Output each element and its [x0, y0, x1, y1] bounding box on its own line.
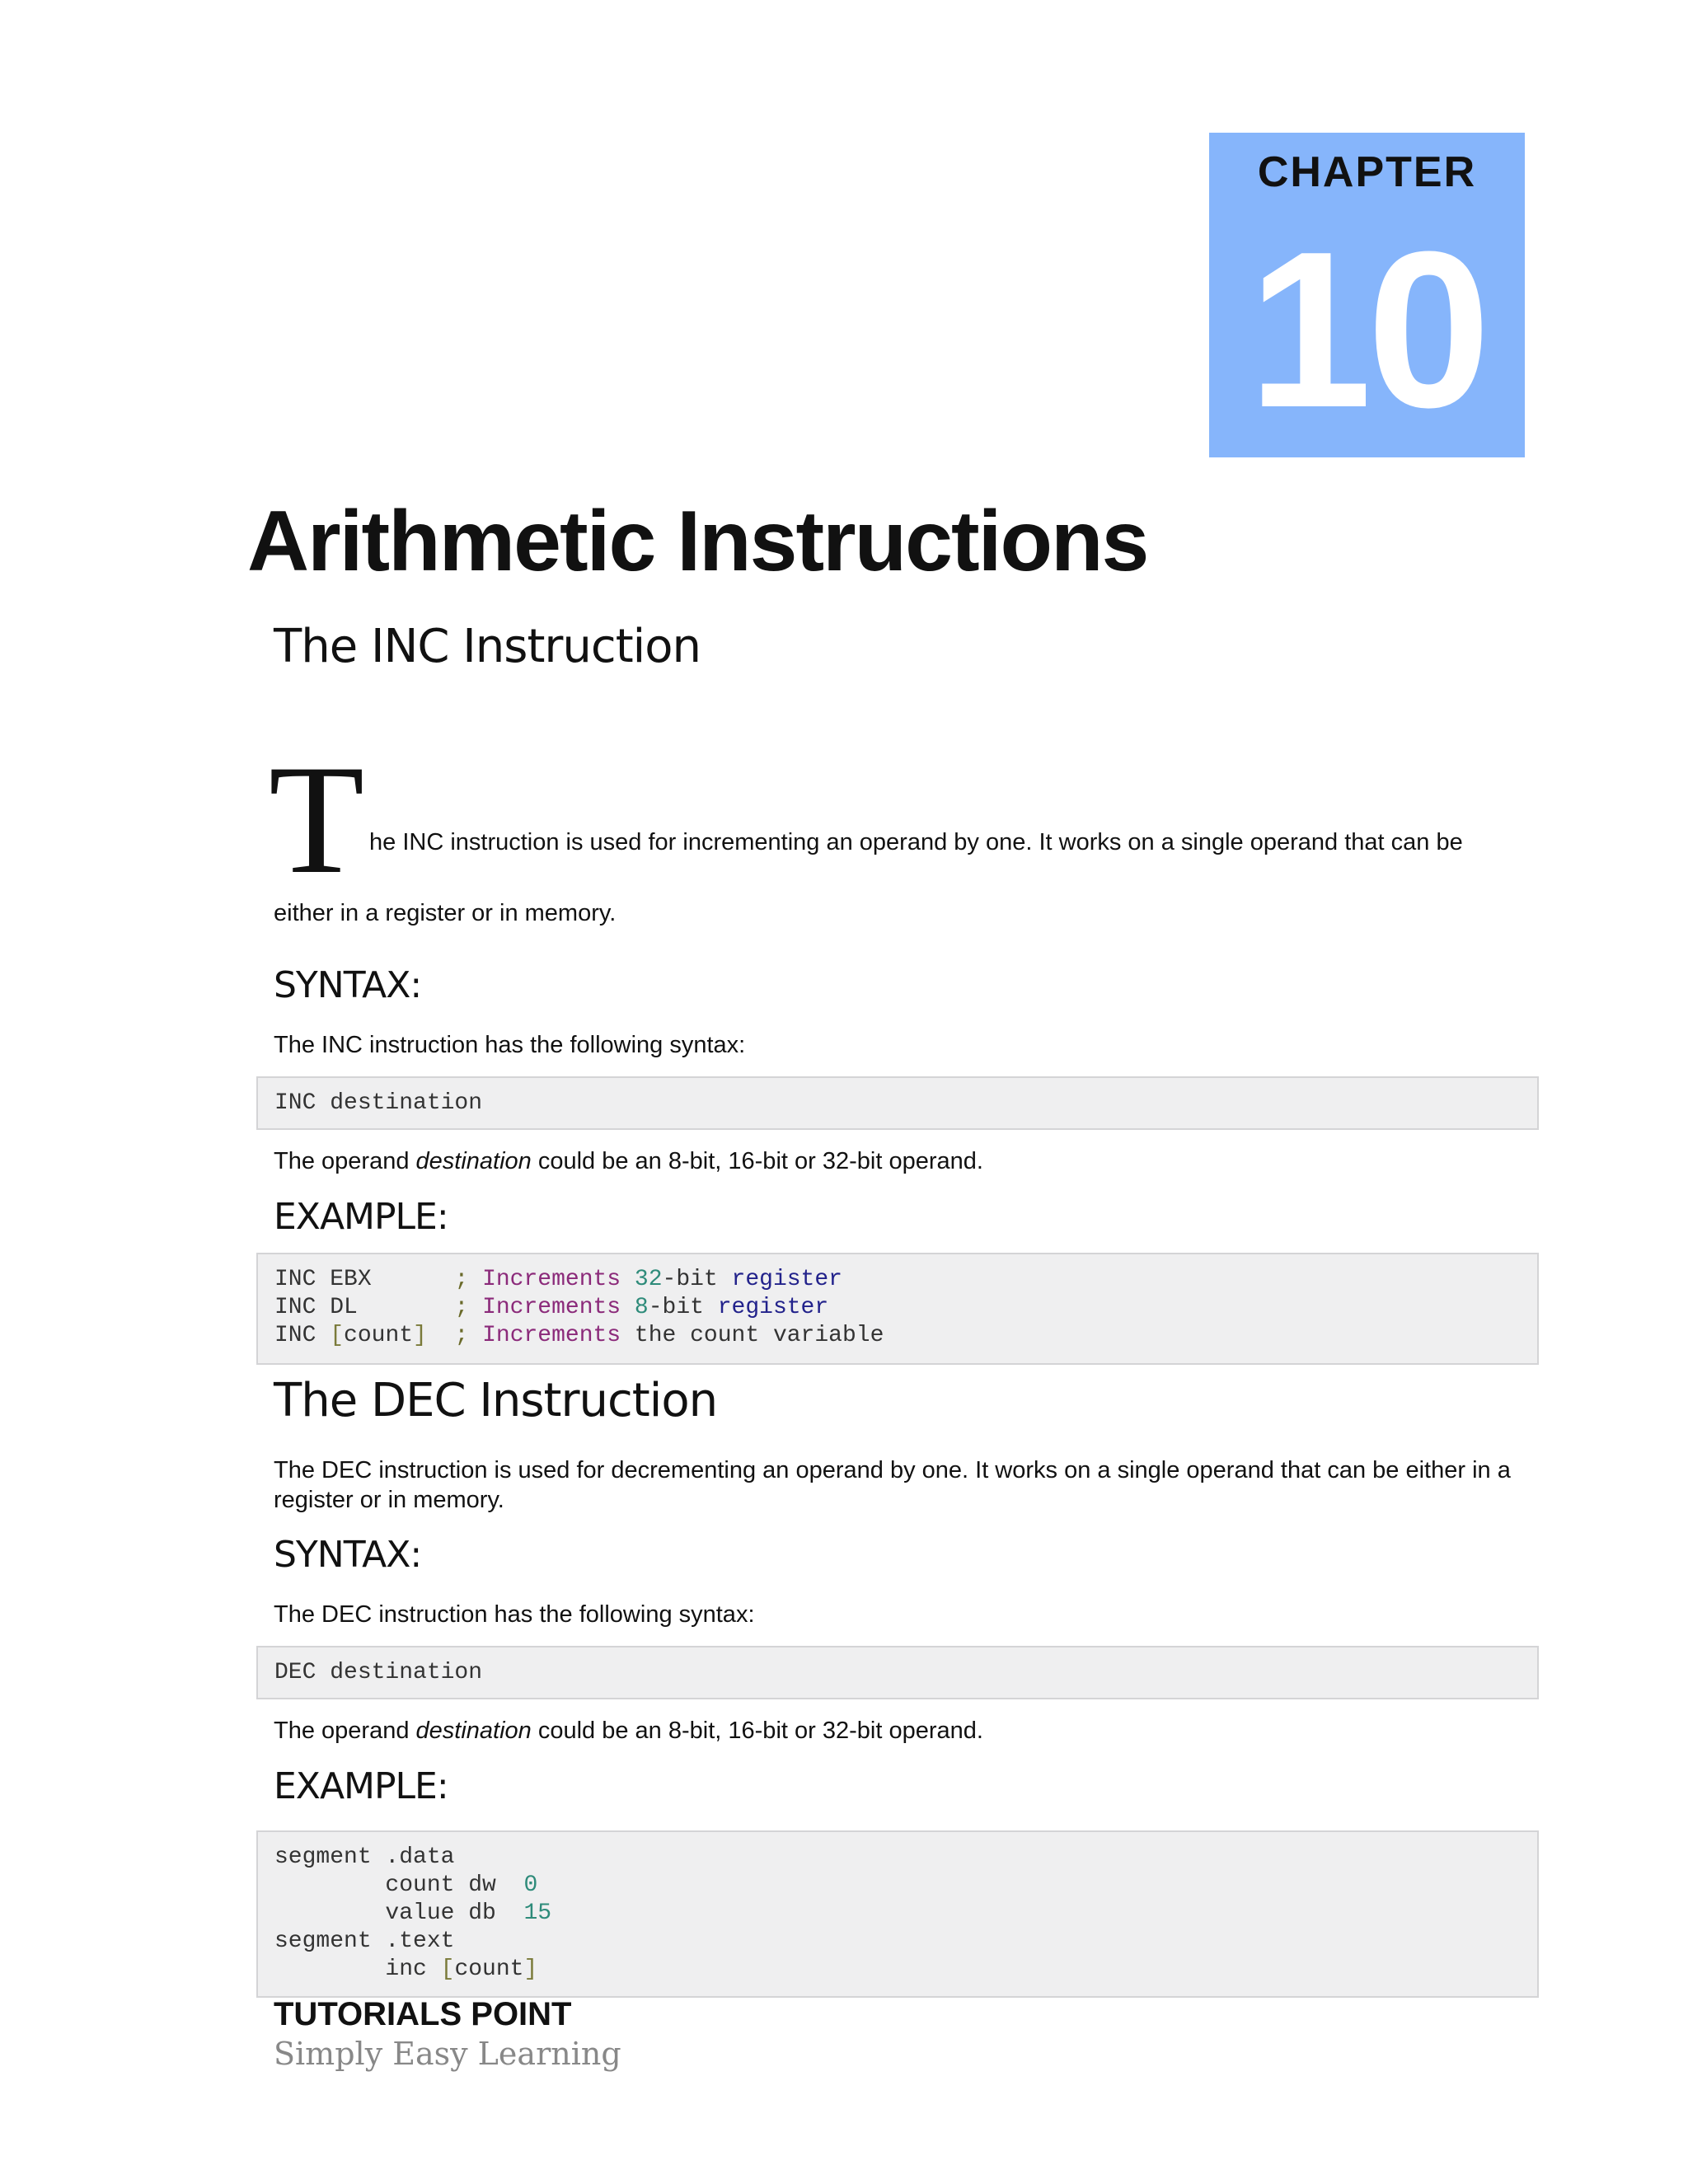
dec-syntax-heading: SYNTAX:	[274, 1534, 422, 1576]
drop-cap: T	[269, 733, 365, 907]
chapter-number: 10	[1248, 206, 1486, 454]
dec-operand-note	[274, 1716, 1526, 1746]
chapter-label: CHAPTER	[1257, 148, 1477, 196]
inc-syntax-heading: SYNTAX:	[274, 964, 422, 1006]
operand-text-before: The operand	[274, 1718, 416, 1744]
inc-operand-note	[274, 1146, 1526, 1176]
code-line: count dw 0	[274, 1872, 538, 1898]
operand-italic: destination	[415, 1148, 532, 1174]
inc-intro-line1: he INC instruction is used for incrementing an operand by one. It works on a single operand that can be	[369, 829, 1463, 855]
page-title: Arithmetic Instructions	[247, 494, 1148, 589]
inc-example-code	[256, 1253, 1539, 1365]
dec-example-code	[256, 1830, 1539, 1998]
code-line: segment .data	[274, 1844, 455, 1870]
dec-heading: The DEC Instruction	[274, 1374, 718, 1427]
operand-italic: destination	[415, 1718, 532, 1744]
operand-text-before: The operand	[274, 1148, 416, 1174]
code-line: INC EBX ; Increments 32-bit register	[274, 1267, 842, 1292]
operand-text-after: could be an 8-bit, 16-bit or 32-bit operand.	[531, 1718, 983, 1744]
operand-text-after: could be an 8-bit, 16-bit or 32-bit operand.	[531, 1148, 983, 1174]
dec-syntax-text: The DEC instruction has the following syntax:	[274, 1601, 755, 1628]
code-line: INC [count] ; Increments the count variable	[274, 1323, 884, 1348]
dec-intro: The DEC instruction is used for decrementing an operand by one. It works on a single operand that can be either in a register or in memory.	[274, 1457, 1511, 1513]
inc-syntax-text: The INC instruction has the following syntax:	[274, 1032, 746, 1058]
code-line: INC DL ; Increments 8-bit register	[274, 1295, 829, 1320]
inc-example-heading: EXAMPLE:	[274, 1196, 448, 1238]
inc-syntax-code: INC destination	[256, 1076, 1539, 1130]
dec-example-heading: EXAMPLE:	[274, 1765, 448, 1807]
code-line: segment .text	[274, 1929, 455, 1954]
code-line: inc [count]	[274, 1957, 538, 1982]
footer-brand: TUTORIALS POINT	[274, 1996, 572, 2032]
code-line: value db 15	[274, 1900, 552, 1926]
footer-tagline: Simply Easy Learning	[274, 2036, 621, 2072]
dec-syntax-code: DEC destination	[256, 1646, 1539, 1699]
inc-heading: The INC Instruction	[274, 620, 701, 673]
inc-intro-line2: either in a register or in memory.	[274, 900, 617, 926]
chapter-badge	[1209, 133, 1525, 457]
